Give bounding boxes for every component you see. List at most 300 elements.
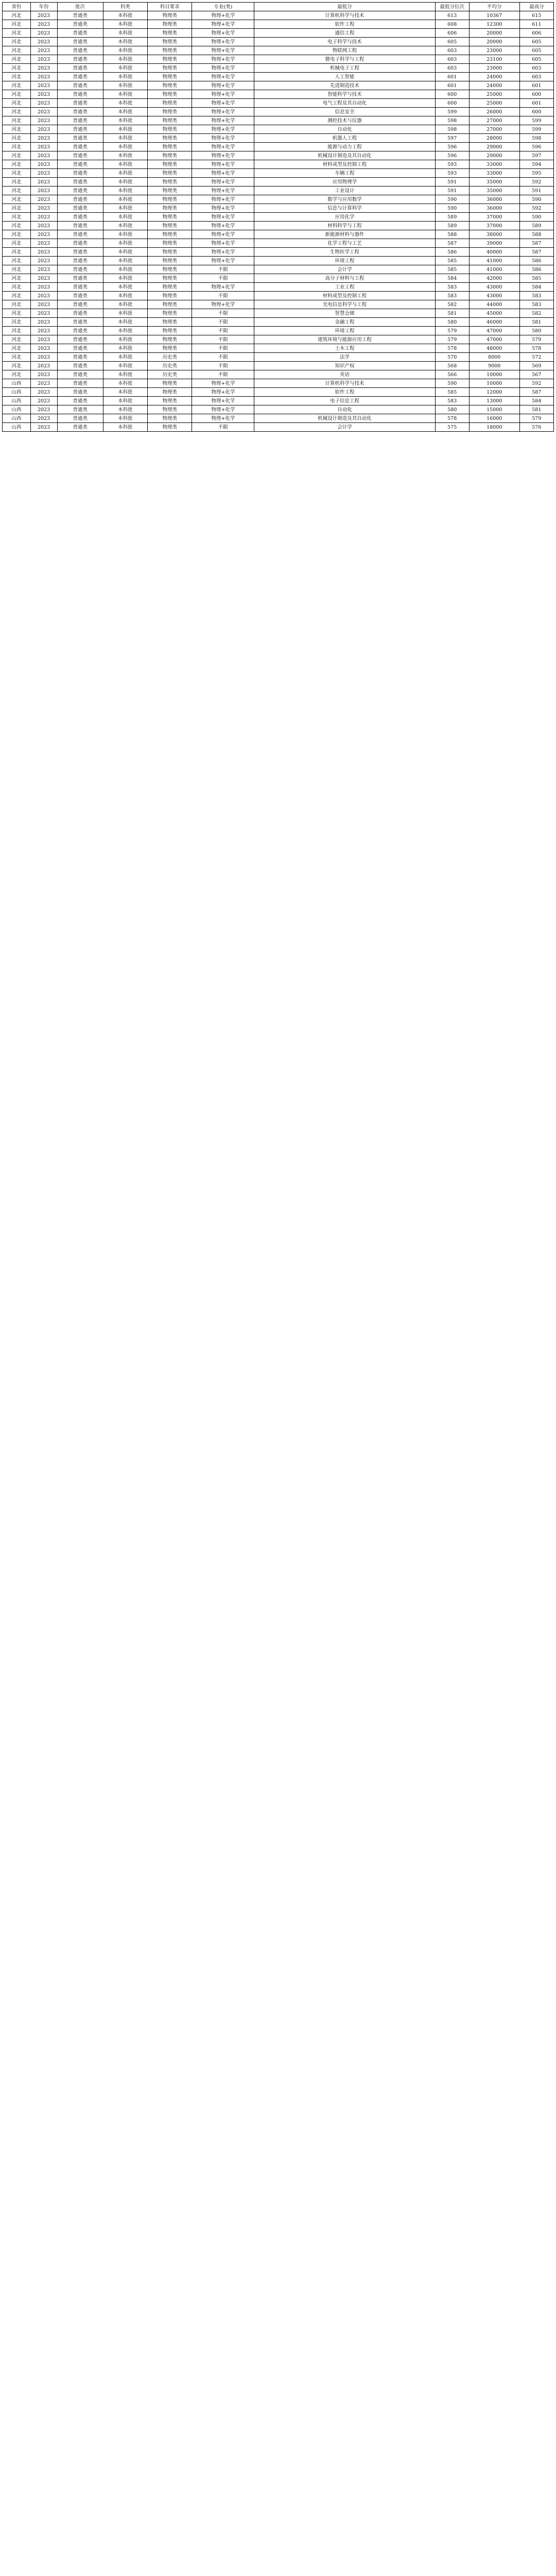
cell-batch: 本科批 [103, 274, 147, 283]
cell-batch-type: 普通类 [57, 99, 103, 108]
table-row [3, 379, 554, 388]
cell-category: 物理类 [148, 151, 192, 160]
cell-batch-type: 普通类 [57, 46, 103, 55]
cell-year: 2023 [30, 55, 57, 64]
cell-subject-requirement: 物理+化学 [192, 213, 254, 222]
table-row [3, 257, 554, 265]
table-row [3, 327, 554, 335]
cell-batch: 本科批 [103, 353, 147, 362]
cell-category: 物理类 [148, 90, 192, 99]
cell-province: 河北 [3, 248, 31, 257]
cell-province: 河北 [3, 151, 31, 160]
cell-province: 河北 [3, 195, 31, 204]
cell-year: 2023 [30, 108, 57, 116]
cell-batch: 本科批 [103, 134, 147, 143]
cell-avg-score: 595 [519, 169, 553, 178]
cell-subject-requirement: 物理+化学 [192, 397, 254, 405]
cell-major: 微电子科学与工程 [254, 55, 435, 64]
cell-avg-score: 586 [519, 257, 553, 265]
cell-subject-requirement: 物理+化学 [192, 257, 254, 265]
cell-avg-score: 587 [519, 239, 553, 248]
cell-avg-score: 583 [519, 300, 553, 309]
cell-subject-requirement: 物理+化学 [192, 11, 254, 20]
cell-avg-score: 592 [519, 379, 553, 388]
cell-min-score: 593 [435, 169, 469, 178]
cell-min-rank: 41000 [469, 257, 519, 265]
cell-province: 河北 [3, 362, 31, 370]
cell-province: 河北 [3, 204, 31, 213]
cell-subject-requirement: 物理+化学 [192, 169, 254, 178]
cell-avg-score: 603 [519, 64, 553, 73]
cell-major: 先进制造技术 [254, 81, 435, 90]
cell-major: 新能源材料与器件 [254, 230, 435, 239]
cell-batch-type: 普通类 [57, 388, 103, 397]
cell-category: 物理类 [148, 257, 192, 265]
table-row [3, 178, 554, 187]
cell-batch-type: 普通类 [57, 11, 103, 20]
cell-min-score: 590 [435, 204, 469, 213]
cell-major: 机械电子工程 [254, 64, 435, 73]
cell-category: 物理类 [148, 335, 192, 344]
cell-year: 2023 [30, 81, 57, 90]
cell-category: 物理类 [148, 81, 192, 90]
cell-year: 2023 [30, 423, 57, 432]
cell-year: 2023 [30, 90, 57, 99]
cell-major: 车辆工程 [254, 169, 435, 178]
cell-batch-type: 普通类 [57, 143, 103, 151]
cell-province: 山西 [3, 423, 31, 432]
cell-avg-score: 579 [519, 414, 553, 423]
cell-province: 河北 [3, 292, 31, 300]
cell-major: 能源与动力工程 [254, 143, 435, 151]
cell-min-rank: 26000 [469, 108, 519, 116]
cell-province: 河北 [3, 230, 31, 239]
cell-year: 2023 [30, 283, 57, 292]
cell-major: 知识产权 [254, 362, 435, 370]
table-row [3, 283, 554, 292]
cell-major: 人工智能 [254, 73, 435, 81]
cell-category: 物理类 [148, 309, 192, 318]
cell-category: 物理类 [148, 38, 192, 46]
cell-min-score: 601 [435, 73, 469, 81]
cell-avg-score: 600 [519, 108, 553, 116]
cell-min-rank: 38000 [469, 230, 519, 239]
cell-category: 物理类 [148, 388, 192, 397]
cell-avg-score: 584 [519, 397, 553, 405]
cell-batch-type: 普通类 [57, 318, 103, 327]
cell-major: 智能科学与技术 [254, 90, 435, 99]
cell-category: 物理类 [148, 379, 192, 388]
cell-year: 2023 [30, 151, 57, 160]
cell-min-score: 583 [435, 397, 469, 405]
cell-category: 物理类 [148, 292, 192, 300]
cell-major: 会计学 [254, 423, 435, 432]
cell-batch-type: 普通类 [57, 248, 103, 257]
cell-category: 物理类 [148, 46, 192, 55]
cell-subject-requirement: 物理+化学 [192, 55, 254, 64]
table-row [3, 108, 554, 116]
cell-category: 物理类 [148, 20, 192, 29]
cell-min-rank: 9000 [469, 362, 519, 370]
cell-province: 河北 [3, 344, 31, 353]
cell-min-score: 600 [435, 90, 469, 99]
cell-major: 环境工程 [254, 327, 435, 335]
cell-batch-type: 普通类 [57, 160, 103, 169]
cell-batch: 本科批 [103, 116, 147, 125]
table-row [3, 230, 554, 239]
cell-min-rank: 10000 [469, 370, 519, 379]
cell-year: 2023 [30, 327, 57, 335]
cell-batch: 本科批 [103, 55, 147, 64]
cell-min-rank: 27000 [469, 116, 519, 125]
cell-major: 电子信息工程 [254, 397, 435, 405]
table-row [3, 423, 554, 432]
cell-min-score: 598 [435, 116, 469, 125]
cell-batch: 本科批 [103, 187, 147, 195]
cell-subject-requirement: 物理+化学 [192, 160, 254, 169]
cell-major: 材料科学与工程 [254, 222, 435, 230]
cell-year: 2023 [30, 64, 57, 73]
cell-min-score: 603 [435, 64, 469, 73]
cell-subject-requirement: 不限 [192, 265, 254, 274]
cell-province: 河北 [3, 222, 31, 230]
header-batch: 科类 [103, 3, 147, 11]
cell-category: 物理类 [148, 178, 192, 187]
cell-min-rank: 23100 [469, 55, 519, 64]
cell-batch-type: 普通类 [57, 230, 103, 239]
cell-province: 山西 [3, 397, 31, 405]
cell-major: 化学工程与工艺 [254, 239, 435, 248]
cell-year: 2023 [30, 230, 57, 239]
cell-min-score: 603 [435, 55, 469, 64]
cell-min-rank: 28000 [469, 134, 519, 143]
cell-year: 2023 [30, 222, 57, 230]
cell-category: 物理类 [148, 300, 192, 309]
cell-year: 2023 [30, 370, 57, 379]
table-row [3, 195, 554, 204]
cell-batch-type: 普通类 [57, 344, 103, 353]
cell-year: 2023 [30, 257, 57, 265]
cell-min-score: 588 [435, 230, 469, 239]
table-row [3, 204, 554, 213]
cell-batch-type: 普通类 [57, 370, 103, 379]
cell-year: 2023 [30, 73, 57, 81]
cell-province: 河北 [3, 108, 31, 116]
cell-province: 河北 [3, 300, 31, 309]
cell-batch: 本科批 [103, 327, 147, 335]
cell-avg-score: 601 [519, 99, 553, 108]
cell-batch: 本科批 [103, 265, 147, 274]
cell-year: 2023 [30, 248, 57, 257]
cell-province: 河北 [3, 187, 31, 195]
cell-min-score: 600 [435, 99, 469, 108]
cell-category: 物理类 [148, 344, 192, 353]
cell-min-score: 575 [435, 423, 469, 432]
cell-min-rank: 20000 [469, 38, 519, 46]
cell-category: 物理类 [148, 230, 192, 239]
cell-subject-requirement: 物理+化学 [192, 222, 254, 230]
cell-subject-requirement: 不限 [192, 344, 254, 353]
table-row [3, 38, 554, 46]
cell-min-rank: 23000 [469, 46, 519, 55]
cell-batch-type: 普通类 [57, 335, 103, 344]
cell-min-score: 596 [435, 143, 469, 151]
cell-year: 2023 [30, 213, 57, 222]
cell-province: 河北 [3, 73, 31, 81]
cell-batch-type: 普通类 [57, 265, 103, 274]
cell-subject-requirement: 物理+化学 [192, 151, 254, 160]
cell-category: 物理类 [148, 397, 192, 405]
cell-batch: 本科批 [103, 283, 147, 292]
cell-min-score: 585 [435, 388, 469, 397]
cell-batch: 本科批 [103, 125, 147, 134]
cell-major: 物联网工程 [254, 46, 435, 55]
cell-avg-score: 587 [519, 388, 553, 397]
cell-province: 河北 [3, 169, 31, 178]
cell-province: 河北 [3, 20, 31, 29]
cell-major: 计算机科学与技术 [254, 11, 435, 20]
cell-major: 材料成型及控制工程 [254, 292, 435, 300]
cell-year: 2023 [30, 46, 57, 55]
cell-batch: 本科批 [103, 362, 147, 370]
cell-subject-requirement: 物理+化学 [192, 38, 254, 46]
cell-province: 河北 [3, 239, 31, 248]
cell-min-score: 566 [435, 370, 469, 379]
header-major: 最低分 [254, 3, 435, 11]
cell-min-rank: 47000 [469, 335, 519, 344]
cell-avg-score: 600 [519, 90, 553, 99]
cell-subject-requirement: 不限 [192, 318, 254, 327]
cell-category: 物理类 [148, 283, 192, 292]
table-row [3, 11, 554, 20]
cell-min-rank: 13000 [469, 397, 519, 405]
cell-year: 2023 [30, 309, 57, 318]
cell-year: 2023 [30, 362, 57, 370]
cell-batch: 本科批 [103, 29, 147, 38]
cell-avg-score: 583 [519, 292, 553, 300]
cell-batch: 本科批 [103, 46, 147, 55]
cell-category: 历史类 [148, 362, 192, 370]
table-row [3, 160, 554, 169]
cell-category: 物理类 [148, 248, 192, 257]
cell-batch-type: 普通类 [57, 257, 103, 265]
cell-avg-score: 569 [519, 362, 553, 370]
cell-subject-requirement: 不限 [192, 309, 254, 318]
cell-batch: 本科批 [103, 108, 147, 116]
table-row [3, 309, 554, 318]
header-avg-score: 最高分 [519, 3, 553, 11]
cell-major: 土木工程 [254, 344, 435, 353]
cell-min-score: 605 [435, 38, 469, 46]
cell-subject-requirement: 物理+化学 [192, 414, 254, 423]
table-row [3, 388, 554, 397]
cell-year: 2023 [30, 274, 57, 283]
cell-batch-type: 普通类 [57, 90, 103, 99]
cell-category: 物理类 [148, 195, 192, 204]
cell-major: 英语 [254, 370, 435, 379]
cell-batch-type: 普通类 [57, 353, 103, 362]
cell-subject-requirement: 物理+化学 [192, 64, 254, 73]
cell-subject-requirement: 物理+化学 [192, 195, 254, 204]
cell-year: 2023 [30, 134, 57, 143]
cell-batch: 本科批 [103, 335, 147, 344]
cell-province: 河北 [3, 283, 31, 292]
cell-batch: 本科批 [103, 204, 147, 213]
cell-subject-requirement: 物理+化学 [192, 108, 254, 116]
table-row [3, 405, 554, 414]
cell-min-rank: 45000 [469, 309, 519, 318]
cell-min-score: 608 [435, 20, 469, 29]
cell-min-score: 578 [435, 344, 469, 353]
cell-min-rank: 29000 [469, 143, 519, 151]
cell-avg-score: 587 [519, 248, 553, 257]
table-row [3, 318, 554, 327]
cell-min-rank: 25000 [469, 99, 519, 108]
cell-batch-type: 普通类 [57, 405, 103, 414]
cell-avg-score: 598 [519, 134, 553, 143]
cell-batch: 本科批 [103, 38, 147, 46]
cell-batch-type: 普通类 [57, 151, 103, 160]
cell-min-score: 589 [435, 222, 469, 230]
cell-major: 智慧仓储 [254, 309, 435, 318]
cell-province: 山西 [3, 379, 31, 388]
cell-year: 2023 [30, 29, 57, 38]
table-row [3, 20, 554, 29]
cell-year: 2023 [30, 405, 57, 414]
cell-province: 河北 [3, 81, 31, 90]
cell-category: 物理类 [148, 222, 192, 230]
cell-min-score: 578 [435, 414, 469, 423]
table-row [3, 29, 554, 38]
table-row [3, 143, 554, 151]
cell-province: 河北 [3, 99, 31, 108]
cell-category: 物理类 [148, 143, 192, 151]
cell-province: 河北 [3, 274, 31, 283]
cell-avg-score: 594 [519, 160, 553, 169]
cell-batch-type: 普通类 [57, 283, 103, 292]
cell-batch: 本科批 [103, 99, 147, 108]
cell-batch-type: 普通类 [57, 134, 103, 143]
cell-category: 物理类 [148, 73, 192, 81]
cell-avg-score: 581 [519, 318, 553, 327]
cell-subject-requirement: 不限 [192, 353, 254, 362]
cell-province: 河北 [3, 90, 31, 99]
cell-major: 金融工程 [254, 318, 435, 327]
cell-min-rank: 29000 [469, 151, 519, 160]
cell-year: 2023 [30, 379, 57, 388]
cell-min-rank: 37000 [469, 222, 519, 230]
cell-avg-score: 584 [519, 283, 553, 292]
cell-batch-type: 普通类 [57, 300, 103, 309]
cell-year: 2023 [30, 116, 57, 125]
cell-province: 山西 [3, 414, 31, 423]
cell-major: 高分子材料与工程 [254, 274, 435, 283]
cell-subject-requirement: 物理+化学 [192, 99, 254, 108]
cell-min-score: 613 [435, 11, 469, 20]
cell-year: 2023 [30, 292, 57, 300]
table-row [3, 222, 554, 230]
cell-batch-type: 普通类 [57, 292, 103, 300]
cell-category: 物理类 [148, 160, 192, 169]
cell-min-score: 591 [435, 178, 469, 187]
cell-avg-score: 580 [519, 327, 553, 335]
cell-major: 计算机科学与技术 [254, 379, 435, 388]
cell-year: 2023 [30, 20, 57, 29]
cell-subject-requirement: 物理+化学 [192, 178, 254, 187]
cell-category: 物理类 [148, 29, 192, 38]
table-row [3, 370, 554, 379]
table-row [3, 125, 554, 134]
cell-min-rank: 47000 [469, 327, 519, 335]
cell-category: 物理类 [148, 204, 192, 213]
cell-batch-type: 普通类 [57, 195, 103, 204]
cell-major: 法学 [254, 353, 435, 362]
cell-batch: 本科批 [103, 160, 147, 169]
cell-avg-score: 591 [519, 187, 553, 195]
cell-batch-type: 普通类 [57, 116, 103, 125]
table-row [3, 248, 554, 257]
cell-avg-score: 582 [519, 309, 553, 318]
header-subject-requirement: 专业(类) [192, 3, 254, 11]
table-header-row [3, 3, 554, 11]
cell-batch: 本科批 [103, 239, 147, 248]
cell-category: 物理类 [148, 239, 192, 248]
cell-avg-score: 596 [519, 143, 553, 151]
cell-batch: 本科批 [103, 414, 147, 423]
cell-major: 数学与应用数学 [254, 195, 435, 204]
cell-min-score: 579 [435, 327, 469, 335]
cell-min-score: 591 [435, 187, 469, 195]
cell-subject-requirement: 物理+化学 [192, 20, 254, 29]
cell-province: 河北 [3, 64, 31, 73]
cell-category: 物理类 [148, 423, 192, 432]
cell-avg-score: 588 [519, 230, 553, 239]
cell-avg-score: 601 [519, 81, 553, 90]
table-row [3, 64, 554, 73]
cell-year: 2023 [30, 195, 57, 204]
cell-major: 通信工程 [254, 29, 435, 38]
cell-subject-requirement: 不限 [192, 370, 254, 379]
cell-min-rank: 41000 [469, 265, 519, 274]
cell-category: 物理类 [148, 116, 192, 125]
cell-province: 河北 [3, 125, 31, 134]
cell-province: 河北 [3, 257, 31, 265]
cell-subject-requirement: 不限 [192, 327, 254, 335]
cell-min-rank: 36000 [469, 195, 519, 204]
cell-batch-type: 普通类 [57, 362, 103, 370]
cell-batch-type: 普通类 [57, 423, 103, 432]
cell-min-score: 583 [435, 292, 469, 300]
cell-province: 河北 [3, 11, 31, 20]
cell-category: 物理类 [148, 265, 192, 274]
cell-min-rank: 39000 [469, 239, 519, 248]
cell-year: 2023 [30, 239, 57, 248]
cell-category: 物理类 [148, 327, 192, 335]
cell-subject-requirement: 物理+化学 [192, 204, 254, 213]
cell-batch: 本科批 [103, 213, 147, 222]
cell-batch: 本科批 [103, 11, 147, 20]
cell-category: 物理类 [148, 125, 192, 134]
cell-batch: 本科批 [103, 309, 147, 318]
cell-province: 河北 [3, 335, 31, 344]
cell-year: 2023 [30, 335, 57, 344]
cell-year: 2023 [30, 169, 57, 178]
header-province: 省份 [3, 3, 31, 11]
table-row [3, 397, 554, 405]
table-row [3, 81, 554, 90]
cell-min-rank: 36000 [469, 204, 519, 213]
cell-batch: 本科批 [103, 230, 147, 239]
